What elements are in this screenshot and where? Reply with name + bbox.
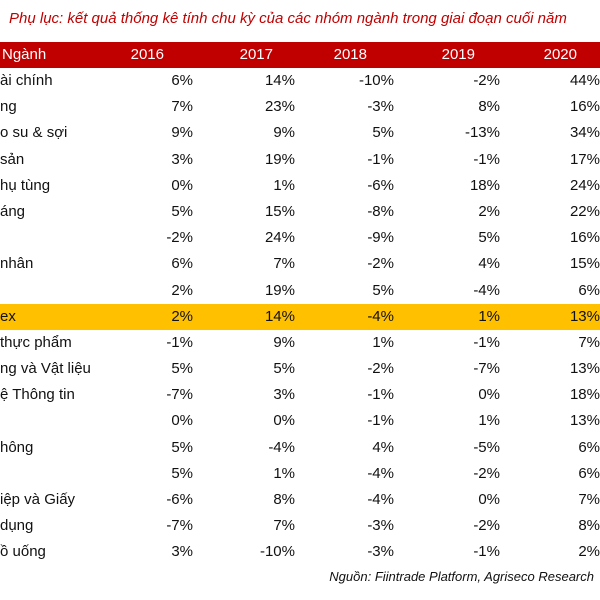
value-cell: 19% — [264, 281, 295, 299]
table-row — [0, 120, 600, 146]
value-cell: 1% — [273, 176, 295, 194]
value-cell: -3% — [367, 98, 394, 116]
value-cell: -2% — [473, 72, 500, 89]
table-row — [0, 147, 600, 173]
table-row — [0, 356, 600, 382]
value-cell: 5% — [171, 360, 193, 378]
value-cell: 0% — [171, 412, 193, 430]
value-cell: -7% — [166, 386, 193, 404]
table-row — [0, 278, 600, 304]
value-cell: 16% — [569, 229, 600, 247]
table-row — [0, 539, 600, 565]
table-row — [0, 251, 600, 277]
value-cell: -4% — [473, 281, 500, 299]
sector-name-cell: hụ tùng — [0, 176, 51, 194]
value-cell: -7% — [473, 360, 500, 378]
value-cell: 2% — [171, 307, 193, 325]
value-cell: -13% — [464, 124, 500, 142]
value-cell: 44% — [569, 72, 600, 89]
value-cell: 14% — [264, 72, 295, 89]
value-cell: 13% — [569, 360, 600, 378]
table-row — [0, 225, 600, 251]
value-cell: 24% — [264, 229, 295, 247]
value-cell: 6% — [171, 72, 193, 89]
value-cell: 9% — [273, 333, 295, 351]
sector-name-cell: iệp và Giấy — [0, 491, 76, 508]
table-caption: Phụ lục: kết quả thống kê tính chu kỳ của các nhóm ngành trong giai đoạn cuối năm — [9, 10, 567, 27]
value-cell: -1% — [367, 412, 394, 430]
value-cell: -9% — [367, 229, 394, 247]
header-year-2016: 2016 — [130, 46, 164, 63]
source-note: Nguồn: Fiintrade Platform, Agriseco Research — [329, 569, 594, 584]
table-row-highlighted — [0, 304, 600, 330]
value-cell: 4% — [372, 438, 394, 456]
header-year-2017: 2017 — [239, 46, 273, 63]
value-cell: 9% — [273, 124, 295, 142]
value-cell: 5% — [171, 464, 193, 482]
table-header-row — [0, 42, 600, 68]
sector-name-cell: ng — [0, 98, 17, 116]
sector-name-cell: thực phẩm — [0, 333, 72, 351]
value-cell: 2% — [578, 543, 600, 561]
value-cell: 6% — [171, 255, 193, 273]
table-row — [0, 94, 600, 120]
value-cell: -1% — [473, 333, 500, 351]
table-row — [0, 435, 600, 461]
table-row — [0, 199, 600, 225]
value-cell: -10% — [358, 72, 394, 89]
sector-name-cell: ex — [0, 307, 16, 325]
value-cell: 5% — [478, 229, 500, 247]
value-cell: 5% — [171, 202, 193, 220]
value-cell: 0% — [478, 386, 500, 404]
value-cell: 5% — [372, 281, 394, 299]
value-cell: -6% — [166, 491, 193, 508]
value-cell: 16% — [569, 98, 600, 116]
value-cell: 0% — [273, 412, 295, 430]
value-cell: 5% — [171, 438, 193, 456]
value-cell: -1% — [166, 333, 193, 351]
value-cell: 7% — [578, 491, 600, 508]
sector-name-cell: ng và Vật liệu — [0, 360, 91, 378]
value-cell: 15% — [264, 202, 295, 220]
header-sector: Ngành — [2, 46, 47, 63]
value-cell: 17% — [569, 150, 600, 168]
table-row — [0, 487, 600, 513]
value-cell: 7% — [273, 255, 295, 273]
value-cell: 14% — [264, 307, 295, 325]
sector-name-cell: sản — [0, 150, 25, 168]
value-cell: -4% — [367, 491, 394, 508]
table-row — [0, 461, 600, 487]
value-cell: 8% — [273, 491, 295, 508]
value-cell: -1% — [473, 150, 500, 168]
table-row — [0, 382, 600, 408]
value-cell: 13% — [569, 412, 600, 430]
value-cell: 6% — [578, 438, 600, 456]
sector-name-cell: nhân — [0, 255, 34, 273]
header-year-2019: 2019 — [441, 46, 475, 63]
value-cell: -8% — [367, 202, 394, 220]
value-cell: 5% — [273, 360, 295, 378]
value-cell: 6% — [578, 464, 600, 482]
value-cell: 34% — [569, 124, 600, 142]
value-cell: 1% — [478, 307, 500, 325]
value-cell: -7% — [166, 517, 193, 535]
value-cell: -1% — [473, 543, 500, 561]
value-cell: 18% — [569, 386, 600, 404]
value-cell: 6% — [578, 281, 600, 299]
value-cell: -1% — [367, 150, 394, 168]
table-row — [0, 68, 600, 94]
value-cell: 1% — [372, 333, 394, 351]
value-cell: 5% — [372, 124, 394, 142]
sector-name-cell: áng — [0, 202, 26, 220]
value-cell: -2% — [473, 517, 500, 535]
sector-name-cell: ồ uống — [0, 543, 46, 561]
value-cell: 13% — [569, 307, 600, 325]
value-cell: 2% — [171, 281, 193, 299]
value-cell: 8% — [578, 517, 600, 535]
value-cell: 3% — [171, 543, 193, 561]
value-cell: 3% — [273, 386, 295, 404]
value-cell: -2% — [166, 229, 193, 247]
sector-name-cell: hông — [0, 438, 34, 456]
value-cell: 0% — [478, 491, 500, 508]
value-cell: 23% — [264, 98, 295, 116]
value-cell: -2% — [473, 464, 500, 482]
value-cell: 8% — [478, 98, 500, 116]
value-cell: 22% — [569, 202, 600, 220]
table-row — [0, 513, 600, 539]
header-year-2020: 2020 — [543, 46, 577, 63]
value-cell: 1% — [478, 412, 500, 430]
table-row — [0, 408, 600, 434]
value-cell: -6% — [367, 176, 394, 194]
sector-name-cell: o su & sợi — [0, 124, 68, 142]
sector-name-cell: dụng — [0, 517, 34, 535]
value-cell: 7% — [273, 517, 295, 535]
table-row — [0, 173, 600, 199]
table-body — [0, 68, 600, 566]
value-cell: 0% — [171, 176, 193, 194]
value-cell: -2% — [367, 360, 394, 378]
value-cell: 3% — [171, 150, 193, 168]
value-cell: -1% — [367, 386, 394, 404]
header-year-2018: 2018 — [333, 46, 367, 63]
value-cell: -2% — [367, 255, 394, 273]
value-cell: -3% — [367, 517, 394, 535]
value-cell: 9% — [171, 124, 193, 142]
value-cell: 2% — [478, 202, 500, 220]
value-cell: 19% — [264, 150, 295, 168]
sector-name-cell: ài chính — [0, 72, 53, 89]
value-cell: 7% — [578, 333, 600, 351]
table-row — [0, 330, 600, 356]
value-cell: 15% — [569, 255, 600, 273]
value-cell: 1% — [273, 464, 295, 482]
sector-name-cell: ệ Thông tin — [0, 386, 75, 404]
value-cell: -3% — [367, 543, 394, 561]
value-cell: -4% — [367, 307, 394, 325]
value-cell: -5% — [473, 438, 500, 456]
value-cell: -4% — [367, 464, 394, 482]
value-cell: 18% — [469, 176, 500, 194]
value-cell: -4% — [268, 438, 295, 456]
value-cell: -10% — [259, 543, 295, 561]
value-cell: 4% — [478, 255, 500, 273]
value-cell: 24% — [569, 176, 600, 194]
value-cell: 7% — [171, 98, 193, 116]
